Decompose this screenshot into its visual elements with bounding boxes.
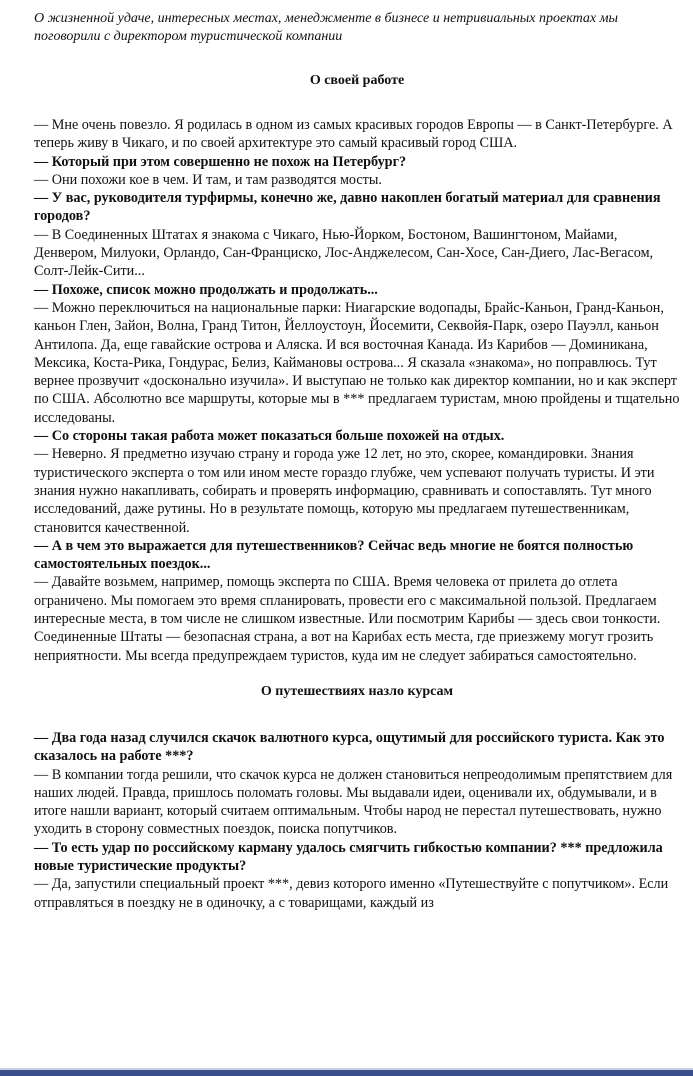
section-travel-body <box>34 729 680 912</box>
answer-paragraph: — В компании тогда решили, что скачок курса не должен становиться непреодолимым препятствием для наших людей. Правда, пришлось поломать головы. Мы выдавали идеи, оценивали их, обдумывали, и в итоге нашли вариант, который считаем оптимальным. Чтобы народ не перестал путешествовать, нужно уходить в сторону совместных поездок, поиска попутчиков. <box>34 766 673 838</box>
question-paragraph: — Который при этом совершенно не похож на Петербург? <box>34 153 407 170</box>
question-paragraph: — Со стороны такая работа может показаться больше похожей на отдых. <box>34 428 505 445</box>
question-paragraph: — У вас, руководителя турфирмы, конечно же, давно накоплен богатый материал для сравнения городов? <box>34 190 661 225</box>
intro-lead: О жизненной удаче, интересных местах, менеджменте в бизнесе и нетривиальных проектах мы поговорили с директором туристической компании <box>34 11 618 44</box>
answer-paragraph: — Они похожи кое в чем. И там, и там разводятся мосты. <box>34 171 382 188</box>
answer-paragraph: — В Соединенных Штатах я знакома с Чикаго, Нью-Йорком, Бостоном, Вашингтоном, Майами, Денвером, Милуоки, Орландо, Сан-Франциско, Лос-Анджелесом, Сан-Хосе, Сан-Диего, Лас-Вегасом, Солт-Лейк-Сити... <box>34 226 654 280</box>
question-paragraph: — Два года назад случился скачок валютного курса, ощутимый для российского туриста. Как это сказалось на работе ***? <box>34 729 665 765</box>
answer-paragraph: — Давайте возьмем, например, помощь эксперта по США. Время человека от прилета до отлета ограничено. Мы помогаем это время спланировать, провести его с максимальной пользой. Предлагаем интересные места, в том числе не слишком известные. Или посмотрим Карибы — здесь свои тонкости. Соединенные Штаты — безопасная страна, а вот на Карибах есть места, где приезжему могут грозить неприятности. Мы всегда предупреждаем туристов, куда им не следует забираться самостоятельно. <box>34 574 661 664</box>
document-page <box>34 10 680 912</box>
answer-paragraph: — Мне очень повезло. Я родилась в одном из самых красивых городов Европы — в Санкт-Петербурге. А теперь живу в Чикаго, и по своей архитектуре это самый красивый город США. <box>34 117 673 152</box>
section-work-body <box>34 116 680 665</box>
section-title-travel: О путешествиях назло курсам <box>260 683 454 699</box>
question-paragraph: — А в чем это выражается для путешественников? Сейчас ведь многие не боятся полностью самостоятельных поездок... <box>34 537 634 573</box>
answer-paragraph: — Неверно. Я предметно изучаю страну и города уже 12 лет, но это, скорее, командировки. Знания туристического эксперта о том или ином месте гораздо глубже, чем успевают получать туристы. И эти знания нужно накапливать, собирать и проверять информацию, сравнивать и сопоставлять. Тут много исследований, даже рутины. Но в результате помощь, которую мы предлагаем путешественникам, становится качественной. <box>34 446 655 536</box>
section-title-work: О своей работе <box>309 73 405 88</box>
answer-paragraph: — Можно переключиться на национальные парки: Ниагарские водопады, Брайс-Каньон, Гранд-Каньон, каньон Глен, Зайон, Волна, Гранд Титон, Йеллоустоун, Йосемити, Секвойя-Парк, озеро Пауэлл, каньон Антилопа. Да, еще гавайские острова и Аляска. И вся восточная Канада. Из Карибов — Доминикана, Мексика, Коста-Рика, Гондурас, Белиз, Каймановы острова... Я сказала «знакома», но поправлюсь. Тут вернее прозвучит «досконально изучила». И выступаю не только как директор компании, но и как эксперт по США. Абсолютно все маршруты, которые мы в *** предлагаем туристам, мною пройдены и тщательно исследованы. <box>34 299 680 426</box>
answer-paragraph: — Да, запустили специальный проект ***, девиз которого именно «Путешествуйте с попутчиком». Если отправляться в поездку не в одиночку, а с товарищами, каждый из <box>34 876 669 911</box>
question-paragraph: — То есть удар по российскому карману удалось смягчить гибкостью компании? *** предложила новые туристические продукты? <box>34 839 663 874</box>
bottom-border-bar <box>0 1068 693 1076</box>
question-paragraph: — Похоже, список можно продолжать и продолжать... <box>34 281 378 298</box>
